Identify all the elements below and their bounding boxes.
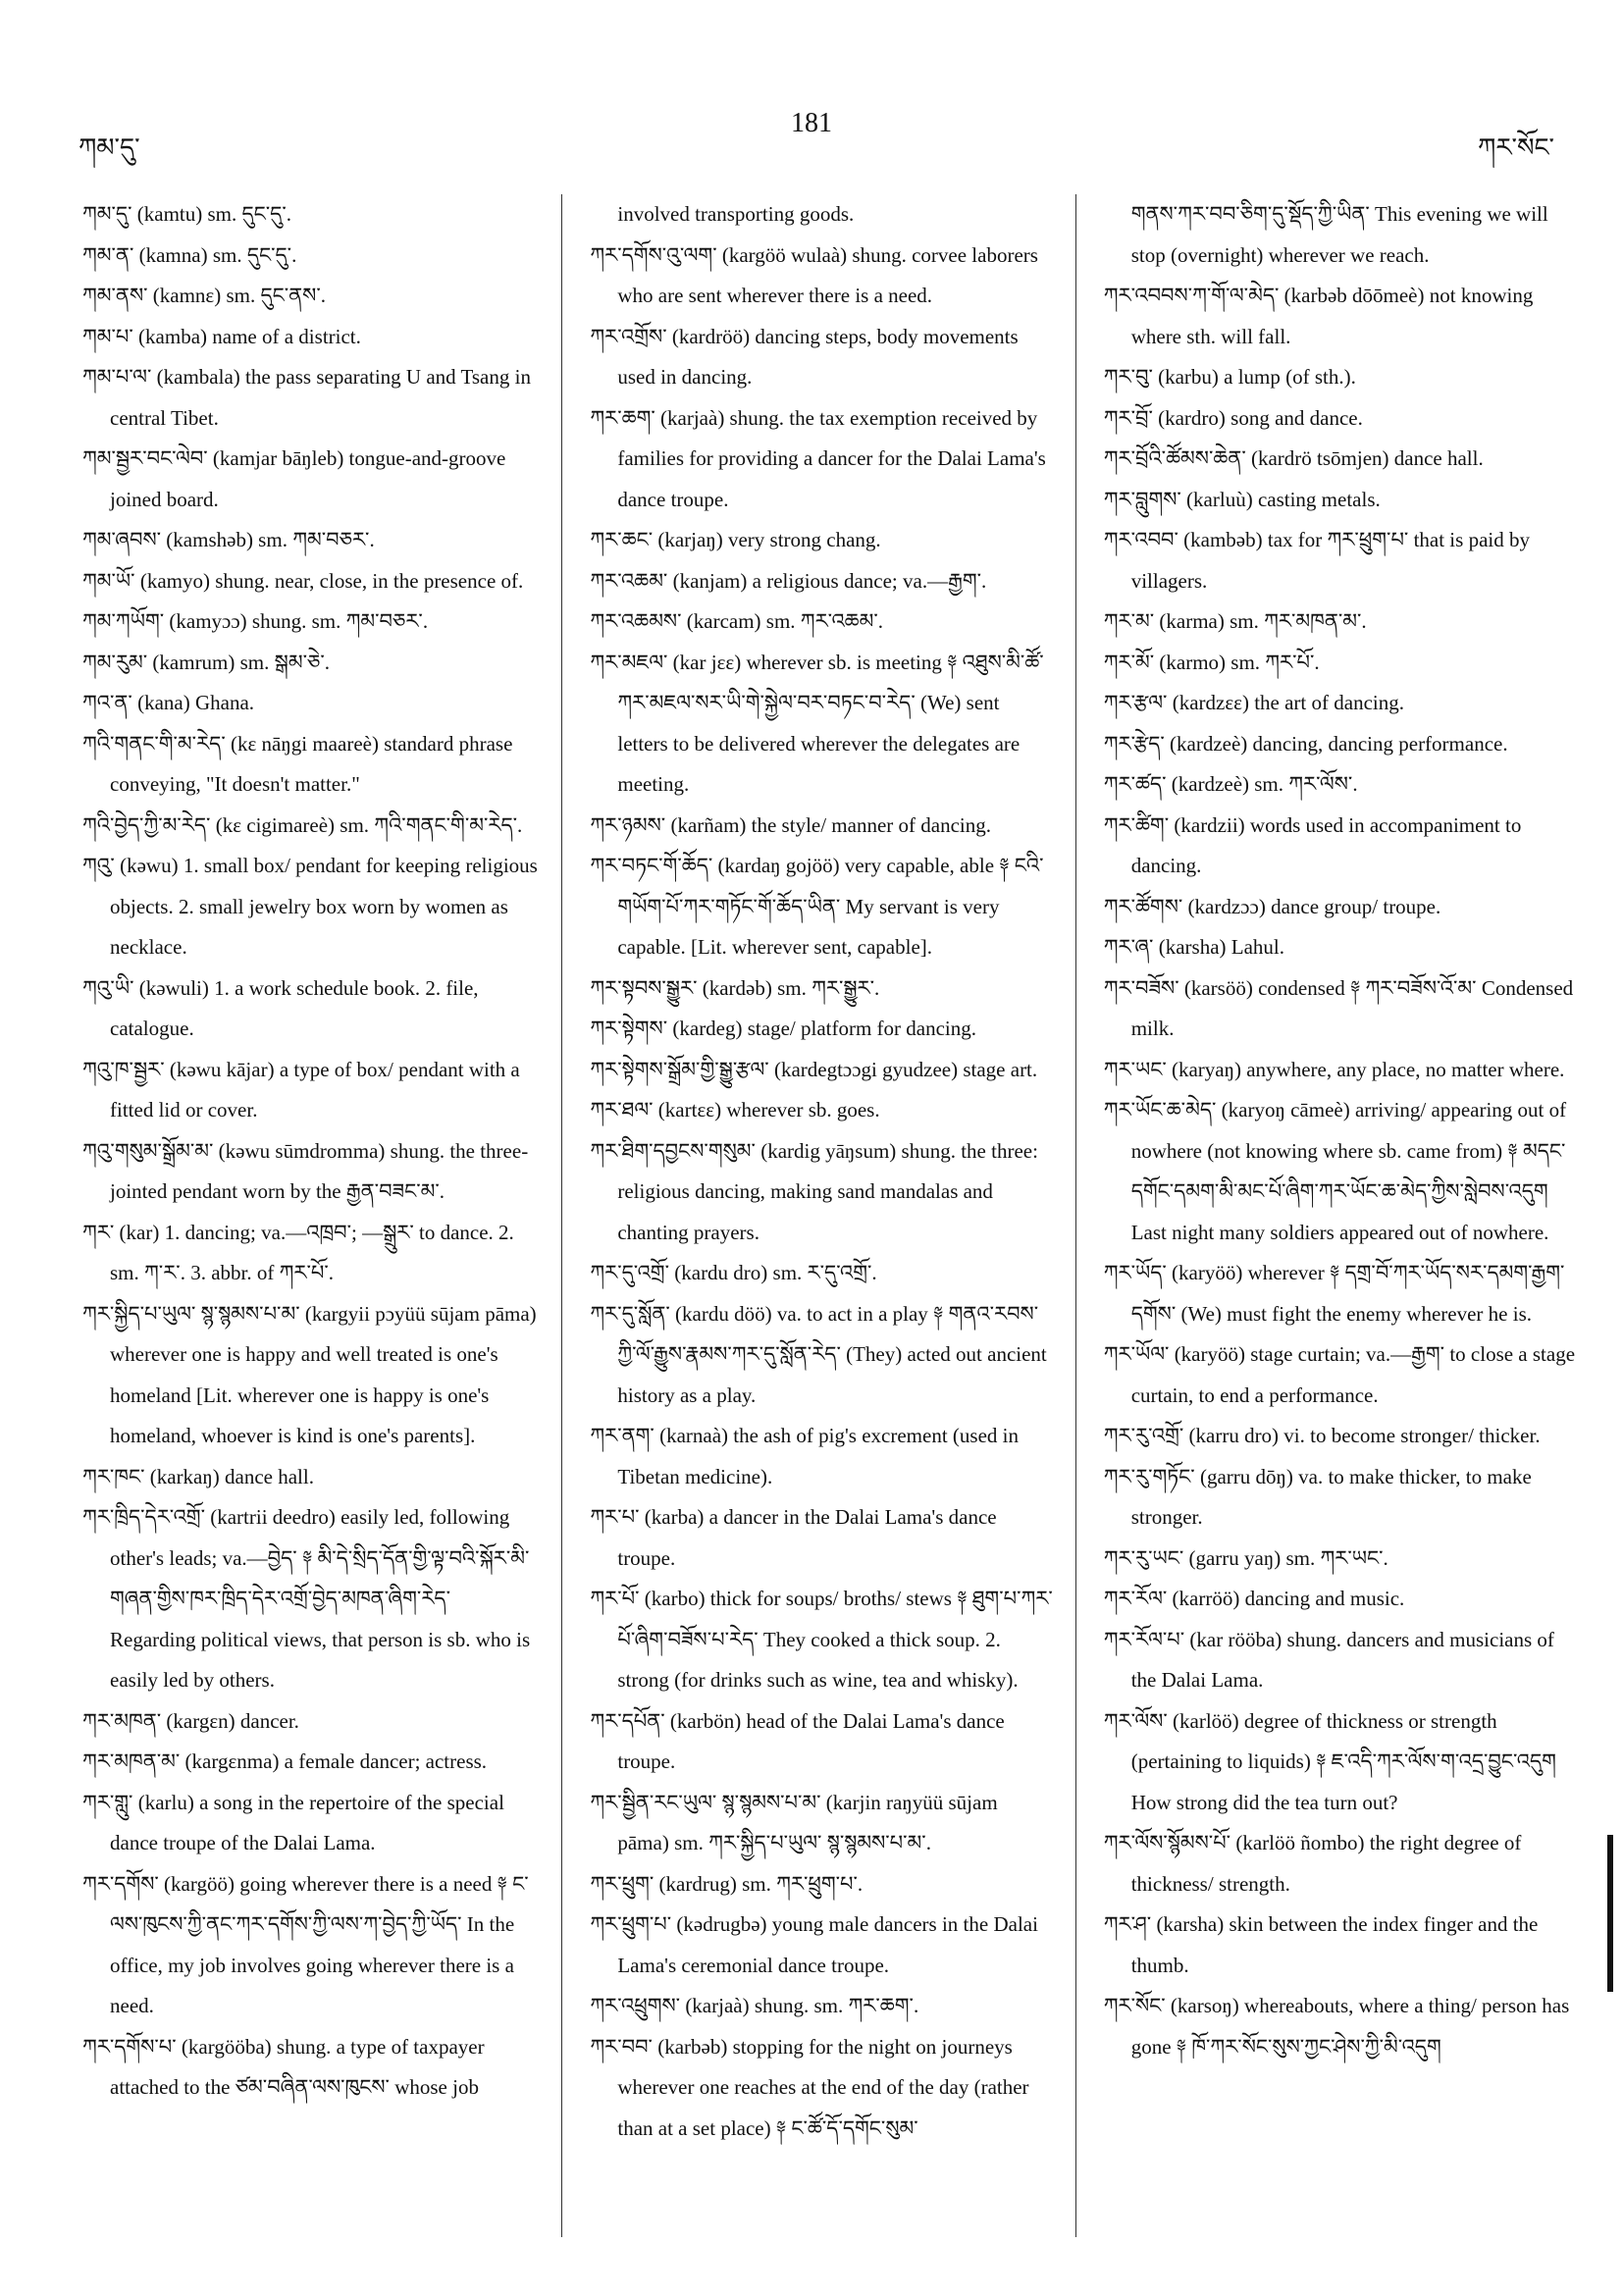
dictionary-entry: ཀའུ་ (kəwu) 1. small box/ pendant for keeping religious objects. 2. small jewelry box worn by women as necklace. [82, 854, 538, 959]
dictionary-entry: ཀར་བཏང་གོ་ཆོད་ (kardaŋ gojöö) very capable, able ༈ ངའི་གཡོག་པོ་ཀར་གཏོང་གོ་ཆོད་ཡིན་ My servant is very capable. [Lit. wherever sent, capable]. [590, 854, 1044, 959]
dictionary-entry: ཀམ་སྦྱར་བང་ལེབ་ (kamjar bāŋleb) tongue-and-groove joined board. [82, 446, 506, 511]
dictionary-entry: ཀར་ཡོད་ (karyöö) wherever ༈ དགྲ་བོ་ཀར་ཡོད་སར་དམག་རྒྱག་དགོས་ (We) must fight the enemy wherever he is. [1103, 1261, 1565, 1326]
dictionary-entry: ཀར་སྟབས་སྒྱུར་ (kardəb) sm. ཀར་སྒྱུར་. [590, 975, 880, 1000]
dictionary-entry: ཀར་འགྲོས་ (kardröö) dancing steps, body movements used in dancing. [590, 324, 1019, 389]
dictionary-entry: ཀར་ཤ་ (karsha) skin between the index finger and the thumb. [1103, 1912, 1539, 1977]
dictionary-entry: ཀར་སྟེགས་སྒྲོམ་གྱི་སྒྱུ་རྩལ་ (kardegtɔɔgi gyudzee) stage art. [590, 1057, 1038, 1081]
dictionary-entry: ཀམ་པ་ (kamba) name of a district. [82, 324, 361, 348]
dictionary-entry: ཀར་ཉམས་ (karñam) the style/ manner of dancing. [590, 812, 991, 837]
dictionary-columns [73, 194, 1584, 2237]
dictionary-entry: ཀར་དགོས་ (kargöö) going wherever there is a need ༈ ང་ལས་ཁུངས་ཀྱི་ནང་ཀར་དགོས་ཀྱི་ལས་ཀ་བྱེད་ཀྱི་ཡོད་ In the office, my job involves going wherever there is a need. [82, 1871, 529, 2017]
dictionary-entry: ཀར་ཐལ་ (kartɛɛ) wherever sb. goes. [590, 1098, 880, 1122]
dictionary-entry: ཀར་ཡང་ (karyaŋ) anywhere, any place, no matter where. [1103, 1057, 1565, 1081]
dictionary-entry: ཀར་སྐྱིད་པ་ཡུལ་ སྙ་སྙམས་པ་མ་ (kargyii pɔyüü sūjam pāma) wherever one is happy and well treated is one's homeland [Lit. wherever one is happy is one's homeland, whoever is kind is one's parents]. [82, 1301, 537, 1447]
dictionary-entry: ཀར་བབ་ (karbəb) stopping for the night on journeys wherever one reaches at the end of the day (rather than at a set place) ༈ ང་ཚོ་དོ་དགོང་སུམ་ [590, 2034, 1029, 2140]
dictionary-entry: ཀར་ནག་ (karnaà) the ash of pig's excrement (used in Tibetan medicine). [590, 1424, 1019, 1488]
dictionary-entry: ཀར་རོལ་པ་ (kar rööba) shung. dancers and musicians of the Dalai Lama. [1103, 1627, 1554, 1692]
dictionary-entry: ཀམ་ཡོ་ (kamyo) shung. near, close, in the presence of. [82, 568, 524, 593]
dictionary-entry: ཀར་ཆག་ (karjaà) shung. the tax exemption received by families for providing a dancer for the Dalai Lama's dance troupe. [590, 405, 1046, 511]
dictionary-entry: ཀམ་པ་ལ་ (kambala) the pass separating U and Tsang in central Tibet. [82, 365, 531, 430]
dictionary-entry: ཀམ་ནས་ (kamnɛ) sm. དུང་ནས་. [82, 284, 327, 307]
dictionary-entry: ཀར་རྩེད་ (kardzeè) dancing, dancing performance. [1103, 731, 1508, 756]
dictionary-entry: ཀར་ཚོགས་ (kardzɔɔ) dance group/ troupe. [1103, 894, 1441, 918]
dictionary-entry: ཀར་རུ་འགྲོ་ (karru dro) vi. to become stronger/ thicker. [1103, 1424, 1541, 1447]
dictionary-entry: ཀར་འཆམས་ (karcam) sm. ཀར་འཆམ་. [590, 609, 884, 633]
left-running-head: ཀམ་དུ་ [79, 133, 140, 162]
dictionary-entry: ཀའུ་ཡི་ (kəwuli) 1. a work schedule book. 2. file, catalogue. [82, 975, 479, 1040]
dictionary-entry: ཀར་ཐིག་དབྱངས་གསུམ་ (kardig yāŋsum) shung. the three: religious dancing, making sand mandalas and chanting prayers. [590, 1138, 1038, 1244]
dictionary-entry: ཀར་ཁྲིད་དེར་འགྲོ་ (kartrii deedro) easily led, following other's leads; va.—བྱེད་ ༈ མི་དེ་སྲིད་དོན་གྱི་ལྟ་བའི་སྐོར་མི་གཞན་གྱིས་ཁར་ཁྲིད་དེར་འགྲོ་བྱེད་མཁན་ཞིག་རེད་ Regarding political views, that person is sb. who is easily led by others. [82, 1505, 531, 1692]
dictionary-entry: ཀར་སོང་ (karsoŋ) whereabouts, where a thing/ person has gone ༈ ཁོ་ཀར་སོང་སུས་ཀྱང་ཤེས་ཀྱི་མི་འདུག [1103, 1994, 1570, 2059]
dictionary-entry: ཀར་ལོས་ (karlöö) degree of thickness or strength (pertaining to liquids) ༈ ཇ་འདི་ཀར་ལོས་ག་འདྲ་བྱུང་འདུག How strong did the tea turn out? [1103, 1708, 1556, 1814]
dictionary-entry: ཀར་པ་ (karba) a dancer in the Dalai Lama's dance troupe. [590, 1505, 997, 1570]
dictionary-entry: ཀར་དུ་འགྲོ་ (kardu dro) sm. ར་དུ་འགྲོ་. [590, 1261, 877, 1284]
dictionary-entry: ཀའུ་གསུམ་སྒྲོམ་མ་ (kəwu sūmdromma) shung. the three-jointed pendant worn by the རྒྱན་བཟང་མ་. [82, 1138, 529, 1203]
dictionary-entry: ཀར་གླུ་ (karlu) a song in the repertoire of the special dance troupe of the Dalai Lama. [82, 1790, 504, 1854]
dictionary-entry: ཀར་མཁན་ (kargɛn) dancer. [82, 1708, 299, 1733]
dictionary-entry: ཀར་འབབ་ (kambəb) tax for ཀར་ཕྲུག་པ་ that is paid by villagers. [1103, 528, 1530, 593]
dictionary-entry: ཀར་ཁང་ (karkaŋ) dance hall. [82, 1464, 314, 1488]
entry-continuation: involved transporting goods. [617, 202, 855, 226]
page-number: 181 [791, 108, 832, 138]
dictionary-entry: ཀར་མཇལ་ (kar jɛɛ) wherever sb. is meeting ༈ འཐུས་མི་ཚོ་ཀར་མཇལ་སར་ཡི་གེ་སྐྱེལ་བར་བཏང་བ་རེད་ (We) sent letters to be delivered wherever the delegates are meeting. [590, 650, 1044, 796]
dictionary-entry: ཀར་བླུགས་ (karluù) casting metals. [1103, 487, 1381, 511]
dictionary-entry: ཀར་རྩལ་ (kardzɛɛ) the art of dancing. [1103, 691, 1404, 714]
dictionary-entry: ཀར་རོལ་ (karröö) dancing and music. [1103, 1587, 1405, 1610]
dictionary-entry: ཀར་ལོས་སྙོམས་པོ་ (karlöö ñombo) the right degree of thickness/ strength. [1103, 1831, 1522, 1896]
dictionary-entry: ཀར་དཔོན་ (karbön) head of the Dalai Lama's dance troupe. [590, 1708, 1005, 1773]
dictionary-entry: ཀར་དུ་སློན་ (kardu döö) va. to act in a play ༈ གནའ་རབས་ཀྱི་ལོ་རྒྱུས་རྣམས་ཀར་དུ་སློན་རེད་ (They) acted out ancient history as a play. [590, 1301, 1047, 1407]
dictionary-entry: ཀར་བྲོ་ (kardro) song and dance. [1103, 405, 1363, 430]
right-running-head: ཀར་སོང་ [1478, 133, 1554, 162]
dictionary-entry: ཀར་འཕྲུགས་ (karjaà) shung. sm. ཀར་ཆག་. [590, 1994, 919, 2017]
dictionary-entry: ཀམ་ན་ (kamna) sm. དུང་དུ་. [82, 242, 297, 267]
dictionary-entry: ཀར་བུ་ (karbu) a lump (of sth.). [1103, 365, 1356, 389]
dictionary-entry: ཀའི་གནང་གི་མ་རེད་ (kɛ nāŋgi maareè) standard phrase conveying, "It doesn't matter." [82, 731, 513, 796]
dictionary-entry: ཀར་མོ་ (karmo) sm. ཀར་པོ་. [1103, 650, 1320, 674]
dictionary-entry: ཀམ་ཀཡོག་ (kamyɔɔ) shung. sm. ཀམ་བཅར་. [82, 609, 429, 633]
dictionary-entry: ཀར་དགོས་པ་ (kargööba) shung. a type of taxpayer attached to the ཙམ་བཞིན་ལས་ཁུངས་ whose job [82, 2034, 485, 2099]
dictionary-entry: ཀའི་བྱེད་ཀྱི་མ་རེད་ (kɛ cigimareè) sm. ཀའི་གནང་གི་མ་རེད་. [82, 812, 523, 837]
dictionary-entry: ཀའུ་ཁ་སྦྱར་ (kəwu kājar) a type of box/ pendant with a fitted lid or cover. [82, 1057, 520, 1122]
dictionary-entry: ཀར་ཚིག་ (kardzii) words used in accompaniment to dancing. [1103, 812, 1522, 877]
column-3 [1075, 194, 1584, 2237]
column-2 [561, 194, 1074, 2237]
dictionary-entry: ཀར་འབབས་ཀ་གོ་ལ་མེད་ (karbəb dōōmeè) not knowing where sth. will fall. [1103, 284, 1534, 348]
dictionary-entry: ཀར་དགོས་འུ་ལག་ (kargöö wulaà) shung. corvee laborers who are sent wherever there is a need. [590, 242, 1038, 307]
dictionary-entry: ཀར་ (kar) 1. dancing; va.—འཁྲབ་; —སྒྲུར་ to dance. 2. sm. ཀ་ར་. 3. abbr. of ཀར་པོ་. [82, 1220, 514, 1284]
dictionary-entry: ཀར་རུ་ཡང་ (garru yaŋ) sm. ཀར་ཡང་. [1103, 1545, 1388, 1570]
dictionary-entry: ཀར་རུ་གཏོང་ (garru dōŋ) va. to make thicker, to make stronger. [1103, 1464, 1532, 1529]
dictionary-entry: ཀར་སྦྱིན་རང་ཡུལ་ སྙ་སྙམས་པ་མ་ (karjin raŋyüü sūjam pāma) sm. ཀར་སྐྱིད་པ་ཡུལ་ སྙ་སྙམས་པ་མ་. [590, 1790, 998, 1854]
dictionary-entry: ཀར་ཆང་ (karjaŋ) very strong chang. [590, 528, 881, 551]
column-1 [73, 194, 561, 2237]
page-edge-mark [1607, 1835, 1613, 1992]
dictionary-entry: ཀར་ཡོལ་ (karyöö) stage curtain; va.—རྒྱག་ to close a stage curtain, to end a performance. [1103, 1342, 1576, 1407]
dictionary-entry: ཀའ་ན་ (kana) Ghana. [82, 691, 255, 714]
dictionary-entry: ཀར་པོ་ (karbo) thick for soups/ broths/ stews ༈ ཐུག་པ་ཀར་པོ་ཞིག་བཟོས་པ་རེད་ They cooked a thick soup. 2. strong (for drinks such as wine, tea and whisky). [590, 1587, 1053, 1692]
dictionary-entry: ཀར་ཕྲུག་པ་ (kədrugbə) young male dancers in the Dalai Lama's ceremonial dance troupe. [590, 1912, 1038, 1977]
dictionary-entry: ཀར་བྲོའི་ཚོམས་ཆེན་ (kardrö tsōmjen) dance hall. [1103, 446, 1484, 470]
dictionary-entry: ཀར་ཡོང་ཆ་མེད་ (karyoŋ cāmeè) arriving/ appearing out of nowhere (not knowing where sb. came from) ༈ མདང་དགོང་དམག་མི་མང་པོ་ཞིག་ཀར་ཡོང་ཆ་མེད་ཀྱིས་སླེབས་འདུག Last night many soldiers appeared out of nowhere. [1103, 1098, 1567, 1244]
dictionary-entry: ཀར་སྟེགས་ (kardeg) stage/ platform for dancing. [590, 1017, 977, 1040]
dictionary-entry: ཀམ་རུམ་ (kamrum) sm. སྒམ་ཅེ་. [82, 650, 330, 674]
dictionary-entry: ཀར་འཆམ་ (kanjam) a religious dance; va.—རྒྱག་. [590, 568, 987, 593]
dictionary-entry: ཀམ་ཞབས་ (kamshəb) sm. ཀམ་བཅར་. [82, 528, 375, 551]
dictionary-entry: ཀར་བཟོས་ (karsöö) condensed ༈ ཀར་བཟོས་འོ་མ་ Condensed milk. [1103, 975, 1574, 1040]
dictionary-entry: ཀར་མཁན་མ་ (kargɛnma) a female dancer; actress. [82, 1749, 488, 1773]
dictionary-entry: ཀར་ཕྲུག་ (kardrug) sm. ཀར་ཕྲུག་པ་. [590, 1871, 864, 1896]
entry-continuation: གནས་ཀར་བབ་ཅིག་དུ་སྡོད་ཀྱི་ཡིན་ This evening we will stop (overnight) wherever we reach. [1130, 202, 1548, 267]
dictionary-entry: ཀར་ཞ་ (karsha) Lahul. [1103, 935, 1284, 959]
dictionary-entry: ཀར་ཚད་ (kardzeè) sm. ཀར་ལོས་. [1103, 772, 1358, 796]
dictionary-entry: ཀམ་དུ་ (kamtu) sm. དུང་དུ་. [82, 202, 291, 226]
dictionary-entry: ཀར་མ་ (karma) sm. ཀར་མཁན་མ་. [1103, 609, 1367, 633]
